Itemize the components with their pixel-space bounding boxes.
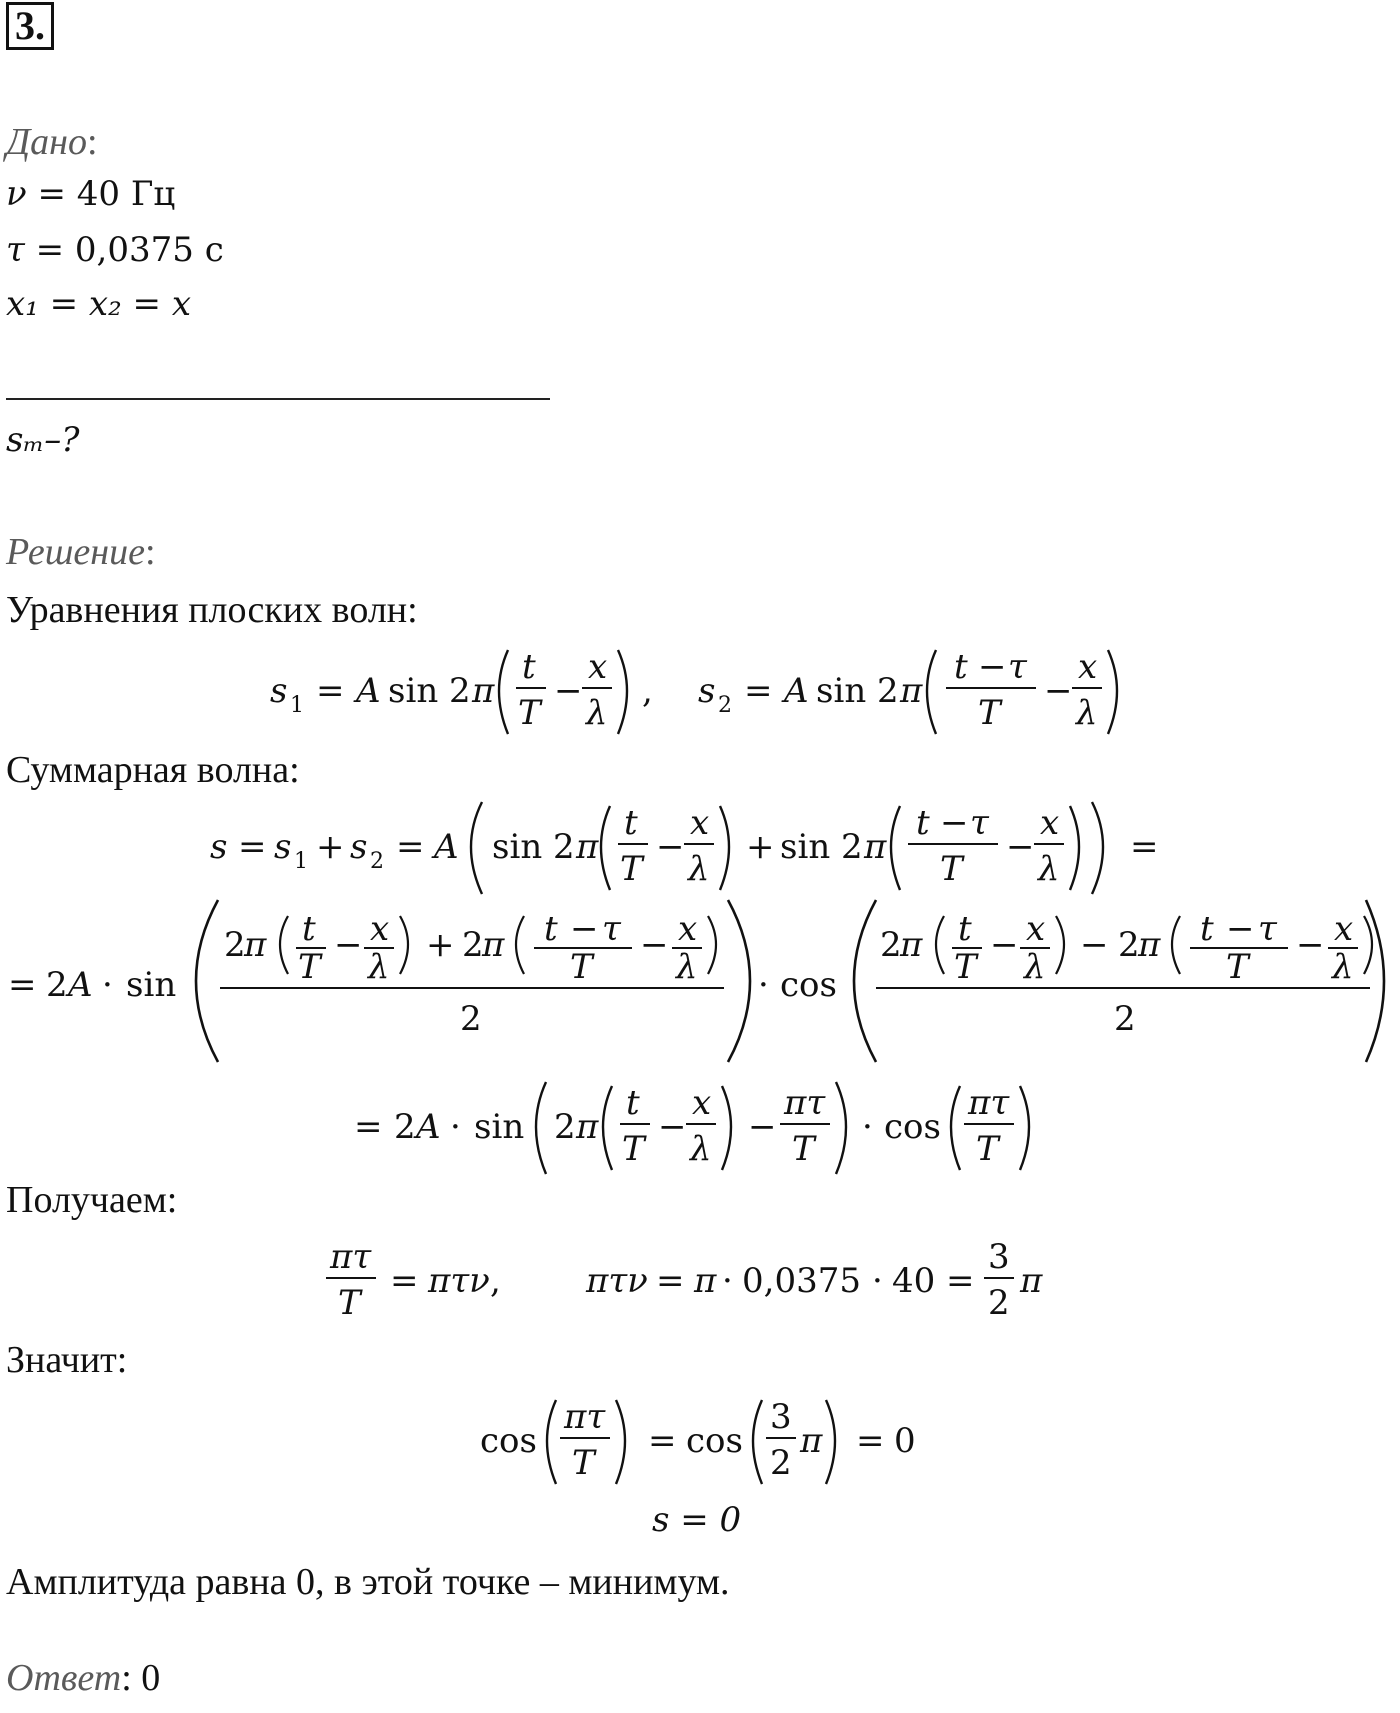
svg-text:·: · [722, 1261, 733, 1301]
plane-wave-equations [260, 640, 1160, 740]
svg-text:,: , [490, 1261, 501, 1301]
svg-text:·: · [450, 1107, 461, 1147]
svg-text:t: t [522, 647, 536, 687]
svg-text:cos: cos [480, 1421, 537, 1461]
svg-text:2: 2 [460, 999, 482, 1039]
cos-evaluation [476, 1390, 936, 1490]
svg-text:=: = [856, 1421, 885, 1461]
svg-text:2: 2 [554, 1107, 576, 1147]
answer-value: 0 [141, 1657, 161, 1699]
plane-waves-heading: Уравнения плоских волн: [6, 589, 418, 631]
given-nu: ν = 40 Гц [6, 174, 176, 214]
numeric-tau: 0,0375 [742, 1261, 861, 1301]
svg-text:=: = [316, 671, 345, 711]
svg-text:πτ: πτ [968, 1083, 1010, 1123]
svg-text:t: t [302, 909, 316, 949]
svg-text:A: A [356, 671, 381, 711]
svg-text:2: 2 [370, 849, 384, 874]
svg-text:T: T [978, 693, 1001, 733]
svg-text:t: t [544, 909, 558, 949]
svg-text:t: t [954, 647, 968, 687]
svg-text:π: π [576, 827, 599, 867]
svg-text:=: = [1130, 827, 1159, 867]
svg-text:·: · [872, 1261, 883, 1301]
svg-text:sin 2: sin 2 [816, 671, 899, 711]
nu-symbol: ν [6, 174, 27, 214]
svg-text:1: 1 [290, 693, 304, 718]
svg-text:π: π [800, 1421, 823, 1461]
find-quantity [6, 418, 80, 462]
svg-text:t: t [958, 909, 972, 949]
svg-text:s: s [274, 827, 292, 867]
svg-text:3: 3 [988, 1237, 1010, 1277]
svg-text:A: A [416, 1107, 441, 1147]
svg-text:λ: λ [586, 693, 608, 733]
svg-text:πτ: πτ [784, 1083, 826, 1123]
problem-number: 3. [6, 2, 54, 50]
given-label-text: Дано [6, 121, 88, 163]
svg-text:·: · [102, 965, 113, 1005]
svg-text:A: A [434, 827, 459, 867]
svg-text:cos: cos [686, 1421, 743, 1461]
svg-text:λ: λ [690, 1129, 712, 1169]
answer-label: Ответ [6, 1657, 122, 1699]
svg-text:s: s [350, 827, 368, 867]
svg-text:πτν: πτν [428, 1261, 490, 1301]
given-divider [6, 398, 550, 400]
svg-text:sin 2: sin 2 [388, 671, 471, 711]
svg-text:λ: λ [368, 947, 390, 987]
svg-text:−: − [1226, 909, 1255, 949]
svg-text:x: x [1026, 909, 1046, 949]
svg-text:π: π [1138, 925, 1161, 965]
svg-text:x: x [678, 909, 698, 949]
solution-label: Решение: [6, 531, 156, 573]
given-label: Дано: [6, 121, 98, 163]
svg-text:π: π [900, 671, 923, 711]
svg-text:T: T [570, 947, 593, 987]
svg-text:−: − [656, 827, 685, 867]
svg-text:π: π [244, 925, 267, 965]
svg-text:2: 2 [718, 693, 732, 718]
svg-text:τ: τ [970, 803, 989, 843]
svg-text:−: − [1080, 925, 1109, 965]
svg-text:=: = [648, 1421, 677, 1461]
svg-text:x: x [1334, 909, 1354, 949]
numeric-nu: 40 [892, 1261, 936, 1301]
svg-text:2: 2 [988, 1283, 1010, 1323]
svg-text:sin 2: sin 2 [780, 827, 863, 867]
svg-text:λ: λ [1024, 947, 1046, 987]
svg-text:=: = [390, 1261, 419, 1301]
svg-text:T: T [940, 849, 963, 889]
svg-text:t: t [1200, 909, 1214, 949]
tau-symbol: τ [6, 230, 25, 270]
numeric-evaluation [320, 1230, 1080, 1330]
svg-text:−: − [978, 647, 1007, 687]
svg-text:−: − [658, 1107, 687, 1147]
svg-text:λ: λ [676, 947, 698, 987]
hence-heading: Значит: [6, 1339, 128, 1381]
svg-text:=: = [656, 1261, 685, 1301]
svg-text:+: + [746, 827, 775, 867]
sum-wave-equation [200, 796, 1210, 896]
svg-text:−: − [640, 925, 669, 965]
svg-text:A: A [68, 965, 93, 1005]
svg-text:−: − [1044, 671, 1073, 711]
svg-text:cos: cos [780, 965, 837, 1005]
svg-text:2: 2 [224, 925, 246, 965]
svg-text:x: x [588, 647, 608, 687]
svg-text:−: − [940, 803, 969, 843]
svg-text:T: T [620, 849, 643, 889]
svg-text:T: T [954, 947, 977, 987]
svg-text:T: T [622, 1129, 645, 1169]
find-text: sₘ–? [6, 420, 80, 460]
svg-text:x: x [690, 803, 710, 843]
svg-text:T: T [518, 693, 541, 733]
svg-text:x: x [1078, 647, 1098, 687]
svg-text:2: 2 [394, 1107, 416, 1147]
svg-text:−: − [1006, 827, 1035, 867]
svg-text:π: π [694, 1261, 717, 1301]
svg-text:·: · [758, 965, 769, 1005]
svg-text:τ: τ [1258, 909, 1277, 949]
svg-text:s: s [210, 827, 228, 867]
svg-text:sin: sin [126, 965, 177, 1005]
svg-text:2: 2 [1114, 999, 1136, 1039]
nu-value: 40 Гц [76, 174, 176, 214]
svg-text:3: 3 [770, 1397, 792, 1437]
svg-text:T: T [976, 1129, 999, 1169]
svg-text:=: = [354, 1107, 383, 1147]
svg-text:2: 2 [880, 925, 902, 965]
svg-text:sin: sin [474, 1107, 525, 1147]
svg-text:π: π [900, 925, 923, 965]
svg-text:λ: λ [688, 849, 710, 889]
svg-text:t: t [916, 803, 930, 843]
svg-text:2: 2 [1118, 925, 1140, 965]
obtain-heading: Получаем: [6, 1179, 178, 1221]
svg-text:λ: λ [1038, 849, 1060, 889]
tau-value: 0,0375 с [74, 230, 224, 270]
svg-text:πτν: πτν [586, 1261, 648, 1301]
svg-text:2: 2 [46, 965, 68, 1005]
svg-text:π: π [472, 671, 495, 711]
svg-text:−: − [570, 909, 599, 949]
svg-text:,: , [642, 671, 653, 711]
svg-text:π: π [482, 925, 505, 965]
svg-text:T: T [572, 1443, 595, 1483]
svg-text:s: s [698, 671, 716, 711]
simplified-equation [350, 1076, 1070, 1176]
svg-text:−: − [334, 925, 363, 965]
svg-text:τ: τ [602, 909, 621, 949]
svg-text:πτ: πτ [564, 1397, 606, 1437]
svg-text:+: + [426, 925, 455, 965]
svg-text:2: 2 [462, 925, 484, 965]
svg-text:t: t [626, 1083, 640, 1123]
svg-text:π: π [1020, 1261, 1043, 1301]
svg-text:−: − [748, 1107, 777, 1147]
svg-text:−: − [990, 925, 1019, 965]
svg-text:t: t [624, 803, 638, 843]
svg-text:x: x [370, 909, 390, 949]
svg-text:λ: λ [1076, 693, 1098, 733]
svg-text:λ: λ [1332, 947, 1354, 987]
svg-text:·: · [862, 1107, 873, 1147]
svg-text:T: T [298, 947, 321, 987]
svg-text:A: A [784, 671, 809, 711]
svg-text:T: T [792, 1129, 815, 1169]
solution-label-text: Решение [6, 531, 145, 573]
svg-text:T: T [338, 1283, 361, 1323]
sum-wave-heading: Суммарная волна: [6, 749, 300, 791]
s-zero [652, 1498, 741, 1542]
svg-text:−: − [554, 671, 583, 711]
svg-text:−: − [1296, 925, 1325, 965]
svg-text:=: = [238, 827, 267, 867]
s-zero-text: s = 0 [652, 1500, 742, 1540]
svg-text:0: 0 [894, 1421, 916, 1461]
svg-text:τ: τ [1008, 647, 1027, 687]
svg-text:1: 1 [294, 849, 308, 874]
svg-text:s: s [270, 671, 288, 711]
product-form-equation [4, 896, 1396, 1066]
svg-text:=: = [396, 827, 425, 867]
svg-text:x: x [1040, 803, 1060, 843]
svg-text:T: T [1226, 947, 1249, 987]
svg-text:=: = [8, 965, 37, 1005]
svg-text:2: 2 [770, 1443, 792, 1483]
x-relation: x₁ = x₂ = x [6, 284, 191, 324]
svg-text:=: = [744, 671, 773, 711]
conclusion-text: Амплитуда равна 0, в этой точке – минимум. [6, 1561, 730, 1603]
svg-text:+: + [316, 827, 345, 867]
answer-line: Ответ: 0 [6, 1657, 161, 1699]
svg-text:sin 2: sin 2 [492, 827, 575, 867]
svg-text:=: = [946, 1261, 975, 1301]
svg-text:x: x [692, 1083, 712, 1123]
svg-text:π: π [864, 827, 887, 867]
svg-text:π: π [576, 1107, 599, 1147]
given-tau: τ = 0,0375 с [6, 230, 224, 270]
svg-text:πτ: πτ [330, 1237, 372, 1277]
given-x-relation [6, 282, 191, 326]
svg-text:cos: cos [884, 1107, 941, 1147]
